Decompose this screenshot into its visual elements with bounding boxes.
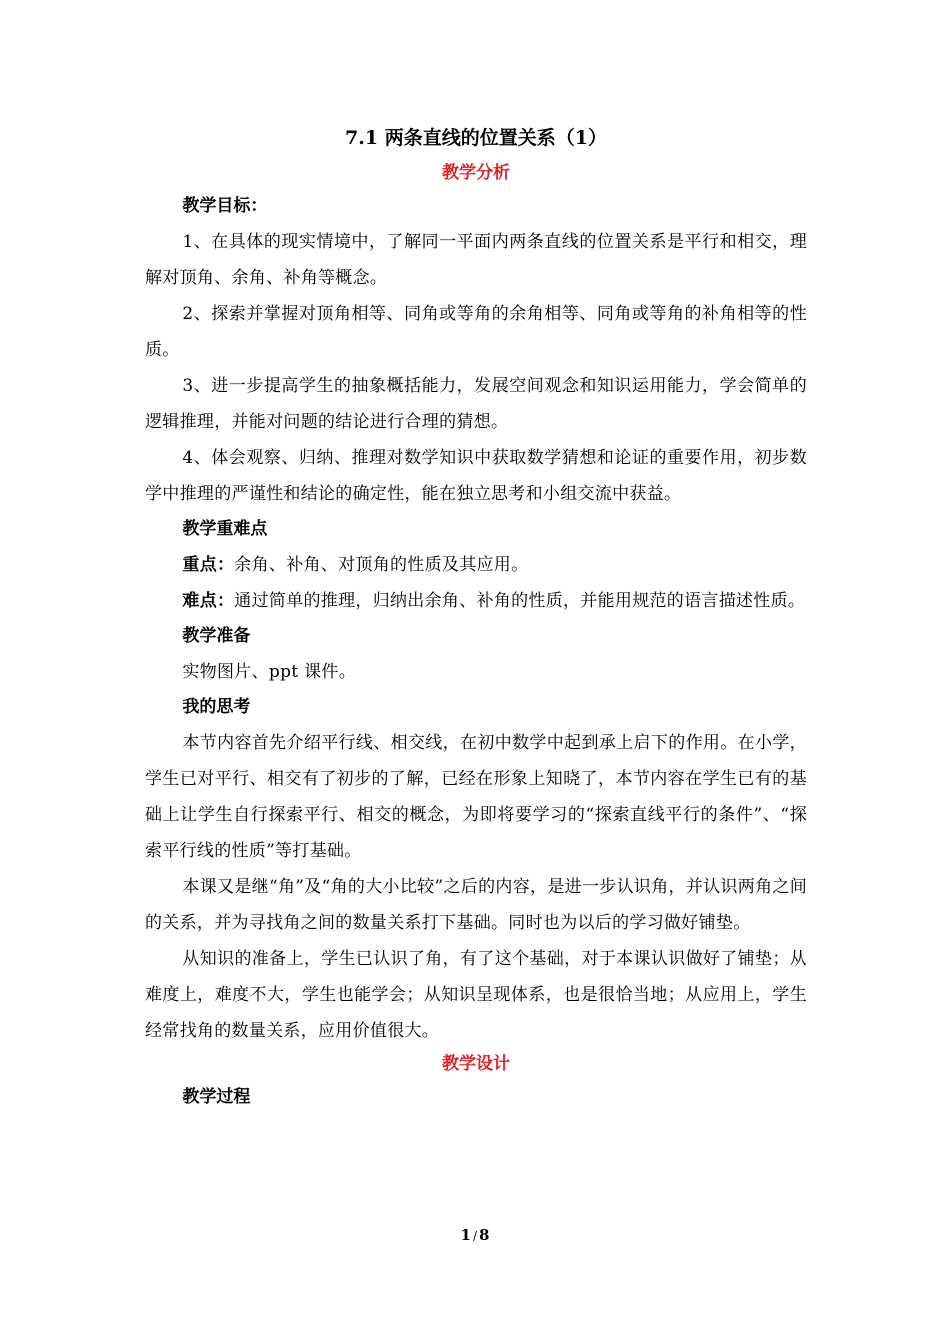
difficult-point: [145, 583, 807, 619]
objective-item-2: 2、探索并掌握对顶角相等、同角或等角的余角相等、同角或等角的补角相等的性质。: [145, 304, 807, 360]
reflection-label: 我的思考: [182, 697, 251, 717]
objective-item-4: 4、体会观察、归纳、推理对数学知识中获取数学猜想和论证的重要作用，初步数学中推理的严谨性和结论的确定性，能在独立思考和小组交流中获益。: [145, 448, 807, 504]
difficult-point-label: 难点：: [182, 591, 235, 611]
key-point-label: 重点：: [182, 555, 235, 575]
page-number-current: 1: [460, 1226, 471, 1244]
objectives-label: 教学目标：: [182, 196, 268, 216]
key-point: [145, 547, 807, 583]
page-number-total: 8: [479, 1226, 490, 1244]
process-label: 教学过程: [182, 1087, 251, 1107]
key-difficult-label: 教学重难点: [182, 519, 268, 539]
difficult-point-text: 通过简单的推理，归纳出余角、补角的性质，并能用规范的语言描述性质。: [234, 591, 806, 611]
objective-item-1: 1、在具体的现实情境中，了解同一平面内两条直线的位置关系是平行和相交，理解对顶角、余角、补角等概念。: [145, 232, 807, 288]
page-title: 7.1 两条直线的位置关系（1）: [345, 127, 607, 149]
objective-item-3: 3、进一步提高学生的抽象概括能力，发展空间观念和知识运用能力，学会简单的逻辑推理，并能对问题的结论进行合理的猜想。: [145, 376, 807, 432]
key-point-text: 余角、补角、对顶角的性质及其应用。: [234, 555, 529, 575]
page-content: [145, 118, 807, 1115]
preparation-label: 教学准备: [182, 626, 251, 646]
page-number-separator: /: [472, 1229, 478, 1243]
reflection-paragraph-2: 本课又是继“角”及“角的大小比较”之后的内容，是进一步认识角，并认识两角之间的关系，并为寻找角之间的数量关系打下基础。同时也为以后的学习做好铺垫。: [145, 877, 807, 933]
reflection-paragraph-3: 从知识的准备上，学生已认识了角，有了这个基础，对于本课认识做好了铺垫；从难度上，难度不大，学生也能学会；从知识呈现体系，也是很恰当地；从应用上，学生经常找角的数量关系，应用价值很大。: [145, 949, 807, 1041]
preparation-text: 实物图片、ppt 课件。: [182, 662, 356, 682]
section-heading-analysis: 教学分析: [442, 163, 510, 183]
page-number: [0, 1226, 950, 1244]
section-heading-design: 教学设计: [442, 1054, 510, 1074]
reflection-paragraph-1: 本节内容首先介绍平行线、相交线，在初中数学中起到承上启下的作用。在小学，学生已对平行、相交有了初步的了解，已经在形象上知晓了，本节内容在学生已有的基础上让学生自行探索平行、相交的概念，为即将要学习的“探索直线平行的条件”、“探索平行线的性质”等打基础。: [145, 733, 807, 861]
